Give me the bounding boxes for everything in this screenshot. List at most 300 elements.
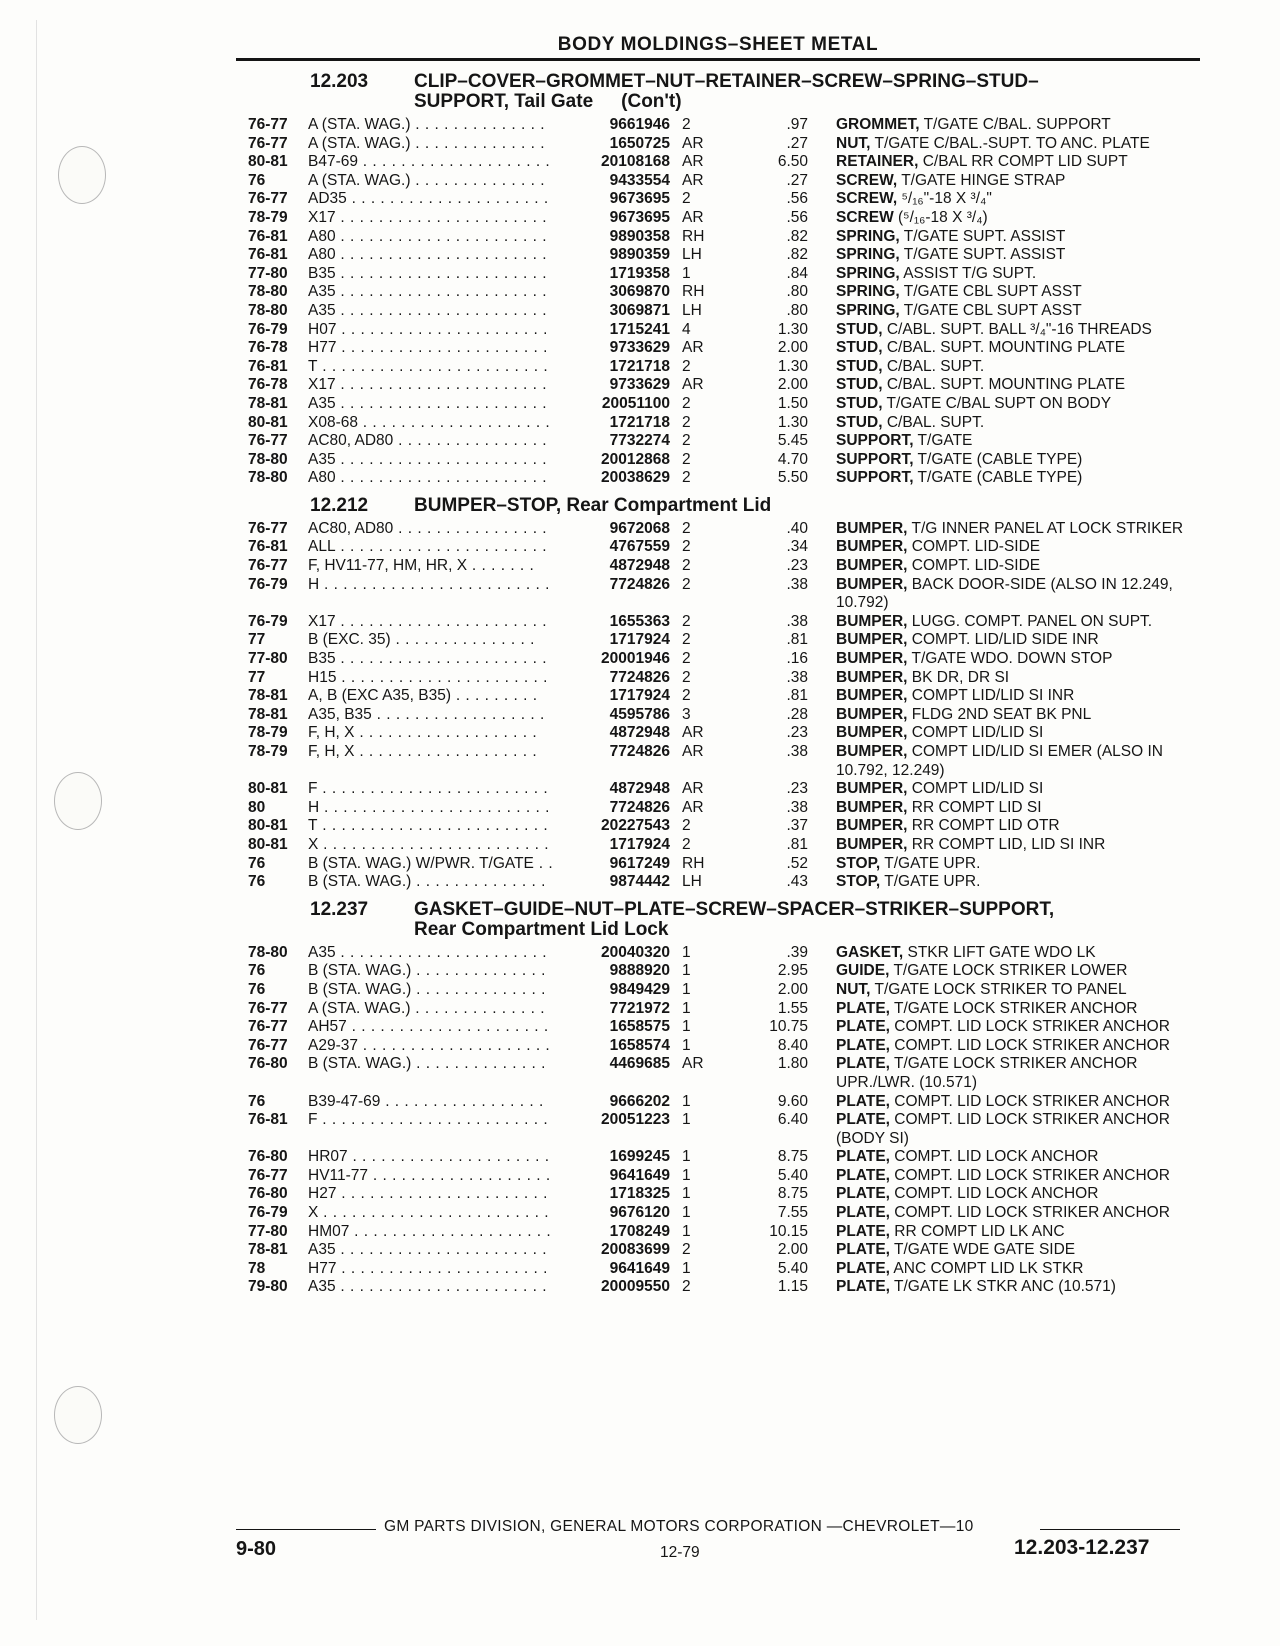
table-row (248, 613, 1196, 632)
part-description (808, 135, 1196, 154)
model-year: 78-81 (248, 394, 288, 412)
price: .52 (786, 854, 808, 872)
price: .38 (786, 612, 808, 630)
description-text: C/BAL RR COMPT LID SUPT (922, 153, 1128, 171)
quantity: 2 (682, 1241, 691, 1259)
price: 1.50 (777, 394, 808, 412)
model-year: 77 (248, 631, 266, 649)
body-model-text: A (STA. WAG.) (308, 134, 411, 152)
body-model (308, 520, 572, 539)
body-model-text: F, H, X (308, 724, 355, 742)
quantity: 2 (682, 450, 691, 468)
part-name: RETAINER, (836, 153, 919, 171)
part-number: 7724826 (609, 798, 670, 816)
description-text: ANC COMPT LID LK STKR (893, 1259, 1084, 1277)
model-year: 76-79 (248, 612, 288, 630)
part-name: PLATE, (836, 1036, 890, 1054)
description-text: C/BAL. SUPT. MOUNTING PLATE (886, 339, 1126, 357)
description-text: COMPT. LID LOCK ANCHOR (894, 1185, 1099, 1203)
body-model-text: HR07 (308, 1148, 348, 1166)
part-name: BUMPER, (836, 557, 908, 575)
part-name: BUMPER, (836, 538, 908, 556)
table-row (248, 153, 1196, 172)
part-description (808, 172, 1196, 191)
price: 10.15 (769, 1222, 808, 1240)
price: .27 (786, 171, 808, 189)
description-text: C/BAL. SUPT. MOUNTING PLATE (886, 376, 1126, 394)
section-number: 12.203 (310, 71, 369, 92)
model-year: 80-81 (248, 817, 288, 835)
part-name: STOP, (836, 873, 881, 891)
footer-date: 9-80 (236, 1538, 277, 1560)
part-name: SCREW, (836, 190, 898, 208)
body-model (308, 153, 572, 172)
price: 5.40 (777, 1166, 808, 1184)
part-number: 9673695 (609, 190, 670, 208)
table-row (248, 1148, 1196, 1167)
part-number: 20051223 (601, 1111, 670, 1129)
leader-dots: . . . . . . . . . . . . . . . . (393, 519, 548, 537)
price: .84 (786, 264, 808, 282)
table-row (248, 469, 1196, 488)
model-year: 78-79 (248, 208, 288, 226)
part-number: 7732274 (609, 432, 670, 450)
part-number: 7724826 (609, 575, 670, 593)
body-model-text: F (308, 1111, 318, 1129)
description-text: T/GATE WDO. DOWN STOP (911, 650, 1113, 668)
body-model-text: A (STA. WAG.) (308, 999, 411, 1017)
part-number: 20040320 (601, 943, 670, 961)
leader-dots: . . . . . . . . . . . . . . . . . . . . . . (335, 650, 548, 668)
part-name: BUMPER, (836, 724, 908, 742)
model-year: 77-80 (248, 264, 288, 282)
body-model-text: B (STA. WAG.) W/PWR. T/GATE (308, 854, 534, 872)
table-row (248, 557, 1196, 576)
quantity: 3 (682, 705, 691, 723)
quantity: AR (682, 134, 704, 152)
description-text: STKR LIFT GATE WDO LK (907, 943, 1096, 961)
model-year: 76-80 (248, 1148, 288, 1166)
quantity: 1 (682, 1092, 691, 1110)
table-row (248, 780, 1196, 799)
part-number: 20001946 (601, 650, 670, 668)
body-model-text: A, B (EXC A35, B35) (308, 687, 452, 705)
part-name: STUD, (836, 376, 883, 394)
model-year: 76 (248, 962, 266, 980)
part-name: PLATE, (836, 1241, 890, 1259)
quantity: 2 (682, 817, 691, 835)
price: .34 (786, 538, 808, 556)
table-row (248, 190, 1196, 209)
model-year: 78-80 (248, 283, 288, 301)
body-model (308, 687, 572, 706)
part-name: NUT, (836, 134, 871, 152)
description-text: T/GATE (CABLE TYPE) (917, 450, 1083, 468)
body-model (308, 1260, 572, 1279)
quantity: 2 (682, 631, 691, 649)
description-text: COMPT LID/LID SI (911, 780, 1044, 798)
body-model-text: A35 (308, 301, 336, 319)
table-row (248, 283, 1196, 302)
body-model (308, 469, 572, 488)
description-text: COMPT. LID LOCK STRIKER ANCHOR (894, 1166, 1170, 1184)
body-model-text: H77 (308, 1259, 337, 1277)
description-text: ⁵/₁₆"-18 X ³/₄" (901, 190, 992, 208)
table-row (248, 135, 1196, 154)
body-model (308, 743, 572, 780)
section-heading-line2 (414, 920, 1196, 940)
price: .38 (786, 798, 808, 816)
model-year: 76 (248, 171, 266, 189)
part-number: 9672068 (609, 519, 670, 537)
part-description (808, 451, 1196, 470)
quantity: 2 (682, 519, 691, 537)
part-description (808, 414, 1196, 433)
body-model-text: B (STA. WAG.) (308, 873, 412, 891)
part-description (808, 358, 1196, 377)
price: .81 (786, 835, 808, 853)
part-number: 20038629 (601, 469, 670, 487)
part-number: 1658575 (609, 1018, 670, 1036)
part-number: 1650725 (609, 134, 670, 152)
table-row (248, 228, 1196, 247)
body-model-text: A35, B35 (308, 705, 372, 723)
leader-dots: . . . . . . . . . . . . . . . . . . . . . . . . (317, 357, 549, 375)
model-year: 76-81 (248, 1111, 288, 1129)
body-model-text: H (308, 575, 320, 593)
quantity: 2 (682, 650, 691, 668)
body-model (308, 538, 572, 557)
leader-dots: . . . . . . . . . . . . . . . . . . . . (357, 413, 551, 431)
description-text: T/GATE LOCK STRIKER TO PANEL (874, 980, 1127, 998)
part-description (808, 1037, 1196, 1056)
part-description (808, 1111, 1196, 1148)
price: 7.55 (777, 1204, 808, 1222)
price: 2.00 (777, 1241, 808, 1259)
leader-dots: . . . . . . . . . . . . . . . . . . . . . . (335, 283, 548, 301)
model-year: 76 (248, 854, 266, 872)
leader-dots: . . . . . . . . . . . . . . . . . . . (354, 724, 538, 742)
table-row (248, 631, 1196, 650)
price: 10.75 (769, 1018, 808, 1036)
quantity: AR (682, 780, 704, 798)
body-model-text: A35 (308, 1241, 336, 1259)
part-description (808, 1204, 1196, 1223)
price: 2.00 (777, 980, 808, 998)
quantity: LH (682, 873, 702, 891)
body-model (308, 873, 572, 892)
description-text: COMPT. LID LOCK STRIKER ANCHOR (894, 1018, 1170, 1036)
body-model (308, 799, 572, 818)
body-model-text: F, HV11-77, HM, HR, X (308, 557, 468, 575)
part-description (808, 1185, 1196, 1204)
part-number: 3069871 (609, 301, 670, 319)
part-name: PLATE, (836, 1148, 890, 1166)
table-row (248, 1260, 1196, 1279)
part-name: GROMMET, (836, 116, 920, 133)
description-text: LUGG. COMPT. PANEL ON SUPT. (911, 612, 1153, 630)
price: 1.30 (777, 320, 808, 338)
description-text: COMPT. LID LOCK STRIKER ANCHOR (BODY SI) (836, 1111, 1175, 1147)
quantity: 2 (682, 413, 691, 431)
table-row (248, 1241, 1196, 1260)
body-model-text: AC80, AD80 (308, 519, 394, 537)
leader-dots: . . . . . . . . . . . . . . . . . . . . . . (335, 1241, 548, 1259)
body-model-text: H77 (308, 339, 337, 357)
quantity: 1 (682, 1166, 691, 1184)
body-model (308, 116, 572, 135)
body-model (308, 631, 572, 650)
description-text: COMPT LID/LID SI INR (911, 687, 1075, 705)
price: .43 (786, 873, 808, 891)
model-year: 79-80 (248, 1278, 288, 1296)
quantity: 1 (682, 962, 691, 980)
price: 6.50 (777, 153, 808, 171)
part-name: SUPPORT, (836, 432, 914, 450)
part-name: SPRING, (836, 301, 900, 319)
body-model-text: H27 (308, 1185, 337, 1203)
price: 2.95 (777, 962, 808, 980)
model-year: 76-77 (248, 1018, 288, 1036)
model-year: 76-79 (248, 320, 288, 338)
part-description (808, 153, 1196, 172)
price: 1.30 (777, 357, 808, 375)
part-description (808, 116, 1196, 135)
price: 5.40 (777, 1259, 808, 1277)
body-model (308, 1111, 572, 1148)
description-text: C/BAL. SUPT. (886, 413, 985, 431)
table-row (248, 321, 1196, 340)
table-row (248, 451, 1196, 470)
part-description (808, 687, 1196, 706)
model-year: 76-78 (248, 339, 288, 357)
part-name: STUD, (836, 320, 883, 338)
price: .37 (786, 817, 808, 835)
part-number: 3069870 (609, 283, 670, 301)
part-number: 9888920 (609, 962, 670, 980)
part-description (808, 743, 1196, 780)
part-description (808, 817, 1196, 836)
header-rule (236, 58, 1200, 61)
part-name: PLATE, (836, 1055, 890, 1073)
body-model (308, 1055, 572, 1092)
table-row (248, 855, 1196, 874)
table-row (248, 944, 1196, 963)
quantity: 1 (682, 980, 691, 998)
quantity: 1 (682, 943, 691, 961)
table-row (248, 172, 1196, 191)
leader-dots: . . . . . . . . . . . . . . . . . . . . . . (336, 339, 548, 357)
description-text: T/GATE CBL SUPT ASST (903, 283, 1082, 301)
part-name: STUD, (836, 413, 883, 431)
model-year: 76-77 (248, 557, 288, 575)
leader-dots: . . . . . . . . . . . . . . . . . . . . . (346, 1018, 549, 1036)
quantity: 2 (682, 835, 691, 853)
body-model (308, 414, 572, 433)
body-model (308, 302, 572, 321)
part-number: 4469685 (609, 1055, 670, 1073)
model-year: 80-81 (248, 413, 288, 431)
part-description (808, 1055, 1196, 1092)
leader-dots: . . . . . . . . . . . . . . . . . . . . . . (335, 264, 548, 282)
part-description (808, 836, 1196, 855)
model-year: 76-81 (248, 246, 288, 264)
section-heading-line1: CLIP–COVER–GROMMET–NUT–RETAINER–SCREW–SPRING–STUD– (414, 71, 1039, 92)
table-row (248, 1037, 1196, 1056)
body-model-text: X (308, 835, 319, 853)
part-name: SPRING, (836, 246, 900, 264)
quantity: AR (682, 153, 704, 171)
part-description (808, 1223, 1196, 1242)
body-model-text: B (EXC. 35) (308, 631, 391, 649)
parts-listing (248, 64, 1196, 1297)
price: 8.75 (777, 1185, 808, 1203)
body-model-text: A35 (308, 1278, 336, 1296)
description-text: T/GATE LK STKR ANC (10.571) (894, 1278, 1116, 1296)
body-model-text: AH57 (308, 1018, 347, 1036)
part-name: PLATE, (836, 1185, 890, 1203)
part-number: 20083699 (601, 1241, 670, 1259)
part-description (808, 1167, 1196, 1186)
body-model (308, 1241, 572, 1260)
part-name: PLATE, (836, 1111, 890, 1129)
body-model (308, 650, 572, 669)
table-row (248, 520, 1196, 539)
part-number: 9890358 (609, 227, 670, 245)
leader-dots: . . . . . . . . . . . . . . . . . . . . . . (335, 538, 548, 556)
part-description (808, 265, 1196, 284)
body-model-text: F (308, 780, 318, 798)
description-text: T/GATE LOCK STRIKER ANCHOR (894, 999, 1138, 1017)
part-number: 4595786 (609, 705, 670, 723)
part-name: STUD, (836, 394, 883, 412)
description-text: T/GATE UPR. (884, 854, 981, 872)
body-model-text: B35 (308, 264, 336, 282)
leader-dots: . . . . . . . . . . . . . . . . . . . . . (346, 190, 549, 208)
section-heading (408, 496, 1196, 516)
model-year: 78-80 (248, 450, 288, 468)
leader-dots: . . . . . . . . . . . . . . . . . . . . . . . . (319, 575, 550, 593)
part-description (808, 981, 1196, 1000)
part-name: BUMPER, (836, 612, 908, 630)
description-text: COMPT. LID LOCK ANCHOR (894, 1148, 1099, 1166)
price: .56 (786, 208, 808, 226)
section-heading-subtitle: Rear Compartment Lid Lock (414, 918, 669, 940)
part-name: PLATE, (836, 1278, 890, 1296)
price: .97 (786, 116, 808, 133)
description-text: RR COMPT LID, LID SI INR (911, 835, 1106, 853)
body-model (308, 265, 572, 284)
part-name: SCREW (836, 208, 894, 226)
part-name: STOP, (836, 854, 881, 872)
price: 4.70 (777, 450, 808, 468)
price: .38 (786, 668, 808, 686)
part-name: BUMPER, (836, 631, 908, 649)
table-row (248, 1167, 1196, 1186)
quantity: AR (682, 339, 704, 357)
footer-revision: 12-79 (660, 1544, 700, 1561)
description-text: T/GATE CBL SUPT ASST (903, 301, 1082, 319)
model-year: 80-81 (248, 835, 288, 853)
leader-dots: . . . . . . . . . . . . . . . . . . . . . . . . (317, 817, 549, 835)
leader-dots: . . . . . . . . . . . . . . . . . . . . . . (335, 469, 548, 487)
quantity: 2 (682, 538, 691, 556)
body-model (308, 358, 572, 377)
description-text: COMPT. LID/LID SIDE INR (911, 631, 1099, 649)
section-heading (408, 900, 1196, 940)
price: .82 (786, 246, 808, 264)
table-row (248, 981, 1196, 1000)
price: .81 (786, 687, 808, 705)
footer-section-range: 12.203-12.237 (1014, 1536, 1150, 1559)
leader-dots: . . . . . . . . . . . . . . (410, 116, 546, 133)
body-model-text: B (STA. WAG.) (308, 962, 412, 980)
quantity: 1 (682, 1259, 691, 1277)
part-number: 9617249 (609, 854, 670, 872)
part-name: SUPPORT, (836, 469, 914, 487)
table-row (248, 538, 1196, 557)
part-description (808, 650, 1196, 669)
body-model-text: X (308, 1204, 319, 1222)
part-name: BUMPER, (836, 687, 908, 705)
part-description (808, 395, 1196, 414)
table-row (248, 1000, 1196, 1019)
quantity: 2 (682, 668, 691, 686)
body-model (308, 981, 572, 1000)
quantity: AR (682, 1055, 704, 1073)
model-year: 78-81 (248, 705, 288, 723)
section-title (248, 900, 1196, 940)
part-name: PLATE, (836, 1204, 890, 1222)
quantity: 2 (682, 612, 691, 630)
body-model (308, 190, 572, 209)
leader-dots: . . . . . . . . . . . . . . . . (393, 432, 548, 450)
section-heading-line1: GASKET–GUIDE–NUT–PLATE–SCREW–SPACER–STRIKER–SUPPORT, (414, 898, 1055, 920)
body-model (308, 339, 572, 358)
leader-dots: . . . . . . . . . . . . . . (410, 171, 546, 189)
section-number: 12.237 (310, 898, 369, 920)
leader-dots: . . . . . . . . . . . . . . . . . . . . (357, 1036, 551, 1054)
leader-dots: . . . . . . . . . . . . . . . . . . . . . . . . (319, 798, 550, 816)
part-number: 1717924 (609, 687, 670, 705)
leader-dots: . . (533, 854, 554, 872)
table-row (248, 836, 1196, 855)
quantity: AR (682, 743, 704, 760)
model-year: 76-77 (248, 999, 288, 1017)
quantity: AR (682, 376, 704, 394)
body-model (308, 1037, 572, 1056)
part-description (808, 339, 1196, 358)
price: 2.00 (777, 339, 808, 357)
body-model-text: A80 (308, 469, 336, 487)
model-year: 80-81 (248, 153, 288, 171)
part-description (808, 1241, 1196, 1260)
table-row (248, 1093, 1196, 1112)
leader-dots: . . . . . . . . . . . . . . . . . . . . . . (336, 1259, 548, 1277)
part-name: BUMPER, (836, 519, 908, 537)
leader-dots: . . . . . . . . . . . . . . . . . . . . . . (335, 612, 548, 630)
part-number: 1721718 (609, 357, 670, 375)
body-model-text: B35 (308, 650, 336, 668)
part-number: 1655363 (609, 612, 670, 630)
leader-dots: . . . . . . . . . . . . . . . . . . . . . . . . (318, 835, 550, 853)
table-row (248, 817, 1196, 836)
leader-dots: . . . . . . . . . . . . . . . . . . . . . . (335, 208, 548, 226)
body-model-text: B (STA. WAG.) (308, 980, 412, 998)
part-number: 1721718 (609, 413, 670, 431)
body-model-text: A29-37 (308, 1036, 358, 1054)
binder-hole-icon (58, 146, 106, 204)
